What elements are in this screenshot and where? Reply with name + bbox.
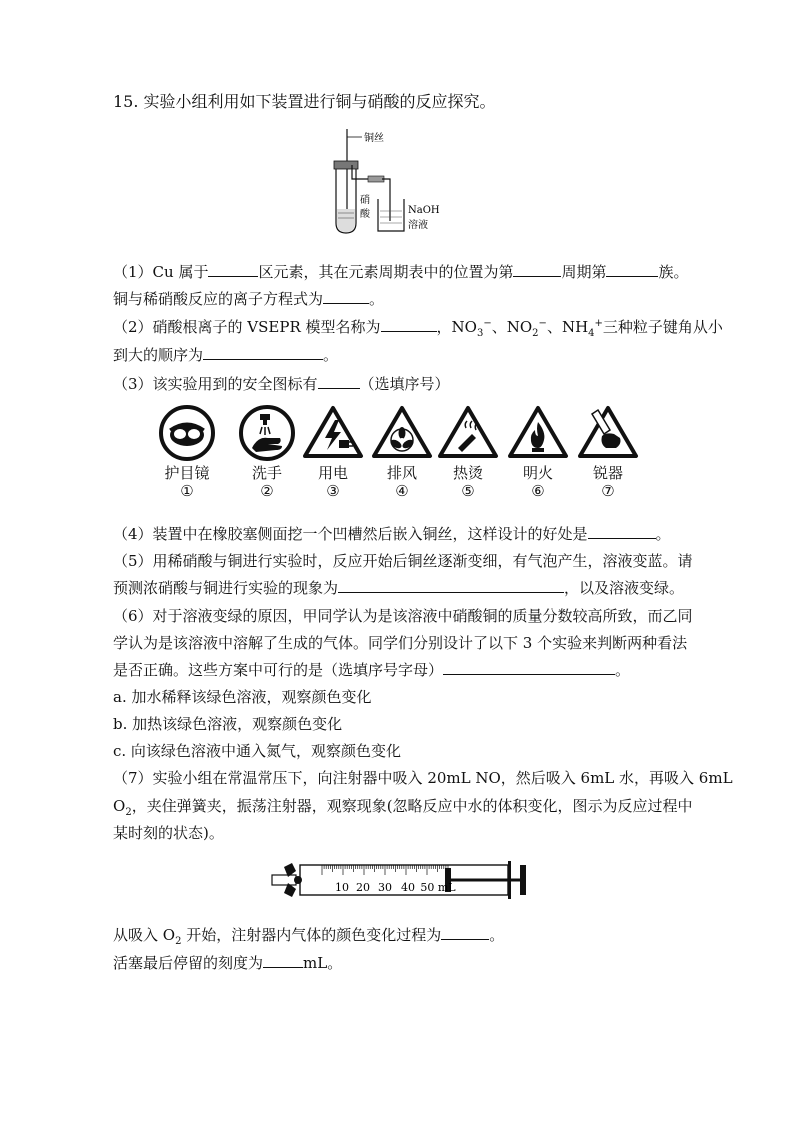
part-7-line-3: 某时刻的状态)。 — [113, 824, 224, 842]
option-a: a. 加水稀释该绿色溶液，观察颜色变化 — [113, 688, 372, 706]
part-2-line-1: （2）硝酸根离子的 VSEPR 模型名称为 ，$NO_3^-$、$NO_2^-$、$NH_4^+$三种粒子键角从小 — [113, 318, 723, 339]
syringe-diagram — [270, 855, 532, 903]
part-6-line-2: 学认为是该溶液中溶解了生成的气体。同学们分别设计了以下 3 个实验来判断两种看法 — [113, 634, 688, 652]
answer-blank[interactable] — [208, 262, 258, 277]
final-line-1: 从吸入 $O_2$ 开始，注射器内气体的颜色变化过程为 。 — [113, 926, 505, 947]
final-line-2: 活塞最后停留的刻度为 mL。 — [113, 954, 343, 972]
part-7-line-1: （7）实验小组在常温常压下，向注射器中吸入 20mL NO，然后吸入 6mL 水，再吸入 6mL — [113, 769, 733, 787]
goggles-icon — [158, 404, 216, 462]
label-solution: 溶液 — [408, 220, 428, 231]
icon-open-flame: 明火 ⑥ — [503, 404, 573, 500]
scale-label-50: 50 mL — [420, 881, 456, 894]
part-3-line: （3）该实验用到的安全图标有 （选填序号） — [113, 375, 450, 393]
scale-label-30: 30 — [378, 881, 392, 894]
answer-blank[interactable] — [381, 317, 437, 332]
option-c: c. 向该绿色溶液中通入氮气，观察颜色变化 — [113, 742, 401, 760]
rubber-stopper — [334, 161, 358, 169]
answer-blank[interactable] — [318, 374, 360, 389]
label-wire: 铜丝 — [364, 133, 384, 144]
wash-hands-icon — [238, 404, 296, 462]
answer-blank[interactable] — [338, 578, 564, 593]
icon-ventilation: 排风 ④ — [367, 404, 437, 500]
rubber-connector — [368, 176, 384, 182]
scale-label-10: 10 — [335, 881, 349, 894]
electricity-icon — [301, 404, 365, 462]
delivery-tube — [382, 179, 390, 221]
label-acid-1: 硝 — [360, 195, 370, 206]
answer-blank[interactable] — [513, 262, 561, 277]
scale-label-40: 40 — [401, 881, 415, 894]
answer-blank[interactable] — [588, 524, 656, 539]
part-6-line-3: 是否正确。这些方案中可行的是（选填序号字母） 。 — [113, 661, 631, 679]
ventilation-icon — [370, 404, 434, 462]
apparatus-diagram — [320, 125, 460, 240]
part-5-line-2: 预测浓硝酸与铜进行实验的现象为 ，以及溶液变绿。 — [113, 579, 685, 597]
answer-blank[interactable] — [323, 289, 369, 304]
answer-blank[interactable] — [443, 660, 615, 675]
syringe-scale-ticks — [322, 865, 448, 875]
hot-surface-icon — [436, 404, 500, 462]
part-1-line-2: 铜与稀硝酸反应的离子方程式为 。 — [113, 290, 385, 308]
flame-icon — [506, 404, 570, 462]
part-4-line: （4）装置中在橡胶塞侧面挖一个凹槽然后嵌入铜丝，这样设计的好处是 。 — [113, 525, 671, 543]
label-acid-2: 酸 — [360, 209, 370, 220]
answer-blank[interactable] — [441, 925, 489, 940]
icon-electricity: 用电 ③ — [298, 404, 368, 500]
part-2-line-2: 到大的顺序为 。 — [113, 346, 339, 364]
part-7-line-2: $O_2$，夹住弹簧夹，振荡注射器，观察现象(忽略反应中水的体积变化，图示为反应过程中 — [113, 797, 693, 818]
answer-blank[interactable] — [203, 345, 323, 360]
plunger-thumb — [520, 865, 526, 895]
icon-sharp-object: 锐器 ⑦ — [573, 404, 643, 500]
label-naoh: NaOH — [408, 205, 440, 216]
beaker — [378, 199, 404, 231]
nitric-acid-liquid — [337, 209, 355, 232]
scale-label-20: 20 — [356, 881, 370, 894]
part-5-line-1: （5）用稀硝酸与铜进行实验时，反应开始后铜丝逐渐变细，有气泡产生，溶液变蓝。请 — [113, 552, 693, 570]
answer-blank[interactable] — [606, 262, 658, 277]
part-1-line-1: （1）Cu 属于 区元素，其在元素周期表中的位置为第 周期第 族。 — [113, 263, 689, 281]
question-title: 15. 实验小组利用如下装置进行铜与硝酸的反应探究。 — [113, 92, 496, 111]
option-b: b. 加热该绿色溶液，观察颜色变化 — [113, 715, 343, 733]
part-6-line-1: （6）对于溶液变绿的原因，甲同学认为是该溶液中硝酸铜的质量分数较高所致，而乙同 — [113, 607, 693, 625]
needle-tip — [272, 875, 296, 885]
answer-blank[interactable] — [263, 953, 303, 968]
icon-hot-surface: 热烫 ⑤ — [433, 404, 503, 500]
icon-goggles: 护目镜 ① — [152, 404, 222, 500]
icon-wash-hands: 洗手 ② — [232, 404, 302, 500]
sharp-object-icon — [576, 404, 640, 462]
